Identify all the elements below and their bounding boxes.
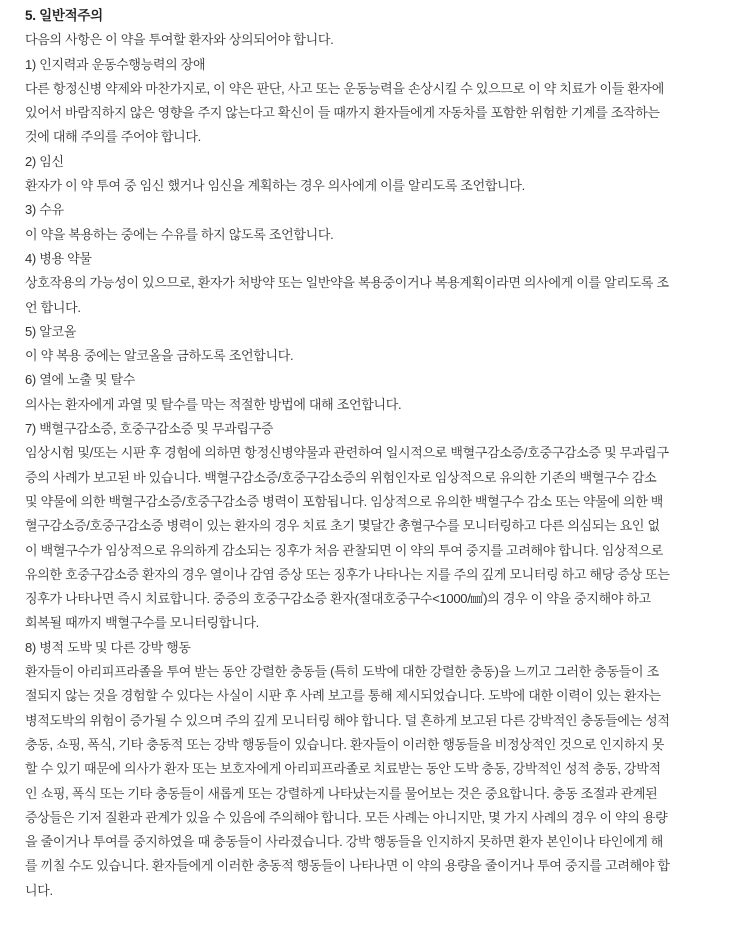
text-line: 의사는 환자에게 과열 및 탈수를 막는 적절한 방법에 대해 조언합니다.: [25, 396, 402, 412]
document-body: [25, 4, 740, 903]
subsection-heading: 7) 백혈구감소증, 호중구감소증 및 무과립구증: [25, 421, 274, 437]
text-line: 것에 대해 주의를 주어야 합니다.: [25, 129, 201, 145]
text-line: 니다.: [25, 882, 53, 898]
text-line: 이 약 복용 중에는 알코올을 금하도록 조언합니다.: [25, 348, 294, 364]
subsection-heading: 2) 임신: [25, 153, 64, 169]
text-line: 이 백혈구수가 임상적으로 유의하게 감소되는 징후가 처음 관찰되면 이 약의 투여 중지를 고려해야 합니다. 임상적으로: [25, 542, 664, 558]
text-line: 있어서 바람직하지 않은 영향을 주지 않는다고 확신이 들 때까지 환자들에게 자동차를 포함한 위험한 기계를 조작하는: [25, 105, 660, 121]
text-line: 환자들이 아리피프라졸을 투여 받는 동안 강렬한 충동들 (특히 도박에 대한 강렬한 충동)을 느끼고 그러한 충동들이 조: [25, 664, 659, 680]
subsection-heading: 3) 수유: [25, 202, 64, 218]
text-line: 징후가 나타나면 즉시 치료합니다. 중증의 호중구감소증 환자(절대호중구수<1000/㎣)의 경우 이 약을 중지해야 하고: [25, 591, 651, 607]
text-line: 을 줄이거나 투여를 중지하였을 때 충동들이 사라졌습니다. 강박 행동들을 인지하지 못하면 환자 본인이나 타인에게 해: [25, 834, 664, 850]
text-line: 유의한 호중구감소증 환자의 경우 열이나 감염 증상 또는 징후가 나타나는 지를 주의 깊게 모니터링 하고 해당 증상 또는: [25, 566, 670, 582]
text-line: 다음의 사항은 이 약을 투여할 환자와 상의되어야 합니다.: [25, 32, 334, 48]
text-line: 인 쇼핑, 폭식 또는 기타 충동들이 새롭게 또는 강렬하게 나타났는지를 물어보는 것은 중요합니다. 충동 조절과 관계된: [25, 785, 658, 801]
text-line: 를 끼칠 수도 있습니다. 환자들에게 이러한 충동적 행동들이 나타나면 이 약의 용량을 줄이거나 투여 중지를 고려해야 합: [25, 858, 670, 874]
text-line: 임상시험 및/또는 시판 후 경험에 의하면 항정신병약물과 관련하여 일시적으로 백혈구감소증/호중구감소증 및 무과립구: [25, 445, 669, 461]
subsection-heading: 5) 알코올: [25, 323, 77, 339]
text-line: 상호작용의 가능성이 있으므로, 환자가 처방약 또는 일반약을 복용중이거나 복용계획이라면 의사에게 이를 알리도록 조: [25, 275, 669, 291]
text-line: 다른 항정신병 약제와 마찬가지로, 이 약은 판단, 사고 또는 운동능력을 손상시킬 수 있으므로 이 약 치료가 이들 환자에: [25, 80, 665, 96]
subsection-heading: 4) 병용 약물: [25, 250, 92, 266]
text-line: 병적도박의 위험이 증가될 수 있으며 주의 깊게 모니터링 해야 합니다. 덜 흔하게 보고된 다른 강박적인 충동들에는 성적: [25, 712, 670, 728]
text-line: 환자가 이 약 투여 중 임신 했거나 임신을 계획하는 경우 의사에게 이를 알리도록 조언합니다.: [25, 178, 525, 194]
text-line: 이 약을 복용하는 중에는 수유를 하지 않도록 조언합니다.: [25, 226, 334, 242]
subsection-heading: 1) 인지력과 운동수행능력의 장애: [25, 56, 206, 72]
text-line: 혈구감소증/호중구감소증 병력이 있는 환자의 경우 치료 초기 몇달간 총혈구수를 모니터링하고 다른 의심되는 요인 없: [25, 518, 660, 534]
text-line: 할 수 있기 때문에 의사가 환자 또는 보호자에게 아리피프라졸로 치료받는 동안 도박 충동, 강박적인 성적 충동, 강박적: [25, 761, 661, 777]
text-line: 회복될 때까지 백혈구수를 모니터링합니다.: [25, 615, 259, 631]
section-title: 5. 일반적주의: [25, 8, 103, 23]
text-line: 증의 사례가 보고된 바 있습니다. 백혈구감소증/호중구감소증의 위험인자로 임상적으로 유의한 기존의 백혈구수 감소: [25, 469, 657, 485]
subsection-heading: 8) 병적 도박 및 다른 강박 행동: [25, 639, 191, 655]
text-line: 언 합니다.: [25, 299, 81, 315]
subsection-heading: 6) 열에 노출 및 탈수: [25, 372, 136, 388]
text-line: 증상들은 기저 질환과 관계가 있을 수 있음에 주의해야 합니다. 모든 사례는 아니지만, 몇 가지 사례의 경우 이 약의 용량: [25, 809, 668, 825]
text-line: 충동, 쇼핑, 폭식, 기타 충동적 또는 강박 행동들이 있습니다. 환자들이 이러한 행동들을 비정상적인 것으로 인지하지 못: [25, 736, 665, 752]
text-line: 절되지 않는 것을 경험할 수 있다는 사실이 시판 후 사례 보고를 통해 제시되었습니다. 도박에 대한 이력이 있는 환자는: [25, 688, 661, 704]
text-line: 및 약물에 의한 백혈구감소증/호중구감소증 병력이 포함됩니다. 임상적으로 유의한 백혈구수 감소 또는 약물에 의한 백: [25, 493, 664, 509]
